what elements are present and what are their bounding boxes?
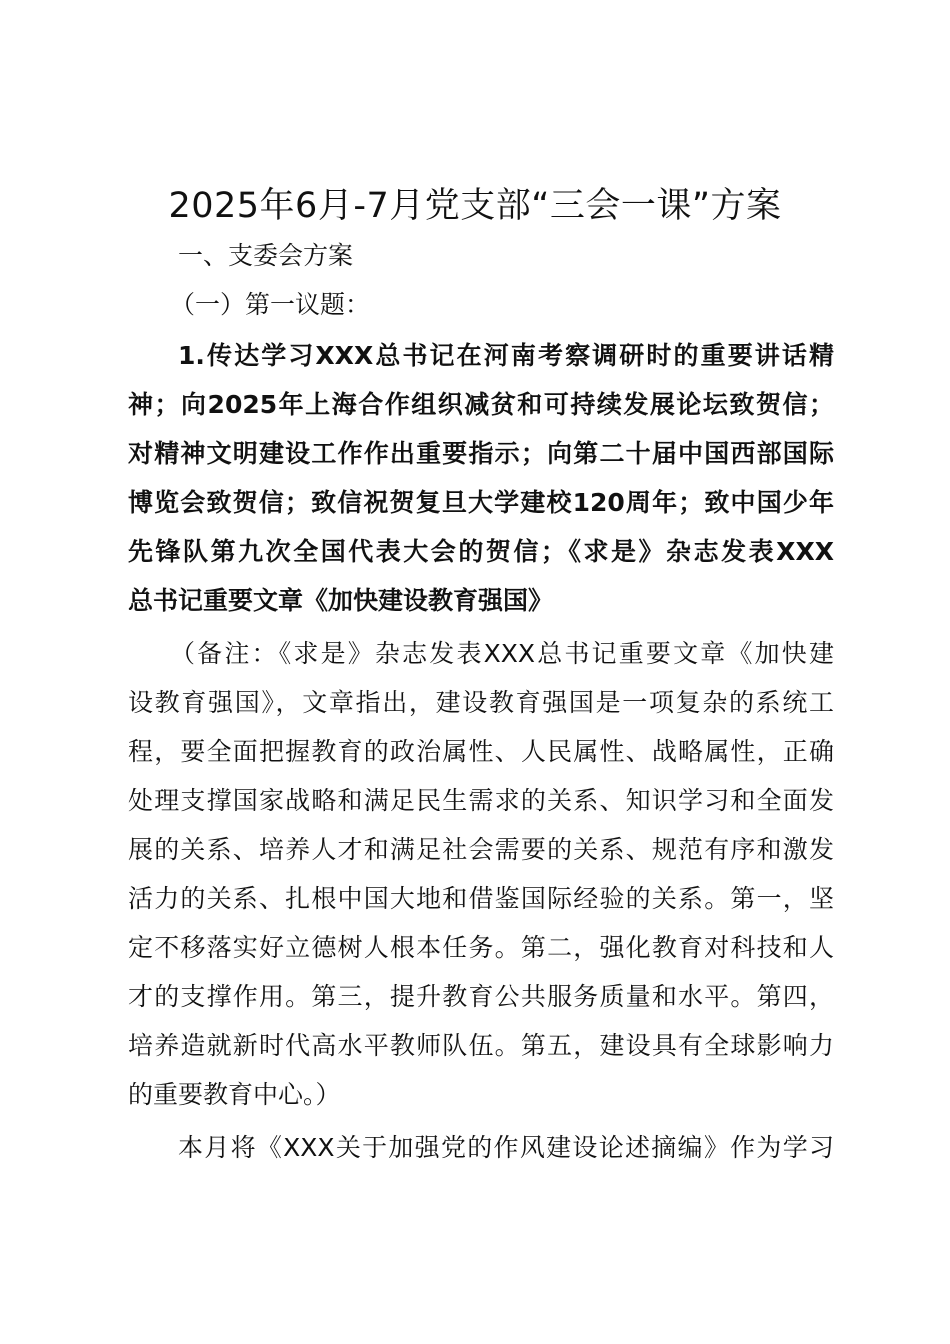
section-heading: 一、支委会方案 [178, 241, 354, 270]
note-line: 设教育强国》，文章指出，建设教育强国是一项复杂的系统工 [128, 688, 834, 717]
document-title: 2025年6月-7月党支部“三会一课”方案 [168, 186, 782, 226]
note-line: 程，要全面把握教育的政治属性、人民属性、战略属性，正确 [128, 737, 834, 766]
note-line: 培养造就新时代高水平教师队伍。第五，建设具有全球影响力 [128, 1031, 834, 1060]
note-line: 活力的关系、扎根中国大地和借鉴国际经验的关系。第一，坚 [128, 884, 834, 913]
note-line: 才的支撑作用。第三，提升教育公共服务质量和水平。第四， [128, 982, 834, 1011]
note-line: 处理支撑国家战略和满足民生需求的关系、知识学习和全面发 [128, 786, 834, 815]
note-line: 展的关系、培养人才和满足社会需要的关系、规范有序和激发 [128, 835, 834, 864]
agenda-item-line: 先锋队第九次全国代表大会的贺信；《求是》杂志发表XXX [128, 537, 834, 566]
agenda-item-line: 总书记重要文章《加快建设教育强国》 [128, 586, 554, 615]
agenda-item-line: 博览会致贺信；致信祝贺复旦大学建校120周年；致中国少年 [128, 488, 834, 517]
note-line: （备注：《求是》杂志发表XXX总书记重要文章《加快建 [170, 639, 834, 668]
agenda-item-line: 对精神文明建设工作作出重要指示；向第二十届中国西部国际 [128, 439, 834, 468]
agenda-item-line: 神；向2025年上海合作组织减贫和可持续发展论坛致贺信； [128, 390, 834, 419]
agenda-item-line: 1.传达学习XXX总书记在河南考察调研时的重要讲话精 [178, 341, 834, 370]
note-line: 的重要教育中心。） [128, 1080, 341, 1109]
closing-line: 本月将《XXX关于加强党的作风建设论述摘编》作为学习 [178, 1133, 834, 1162]
note-line: 定不移落实好立德树人根本任务。第二，强化教育对科技和人 [128, 933, 834, 962]
subsection-heading: （一）第一议题： [170, 290, 371, 319]
